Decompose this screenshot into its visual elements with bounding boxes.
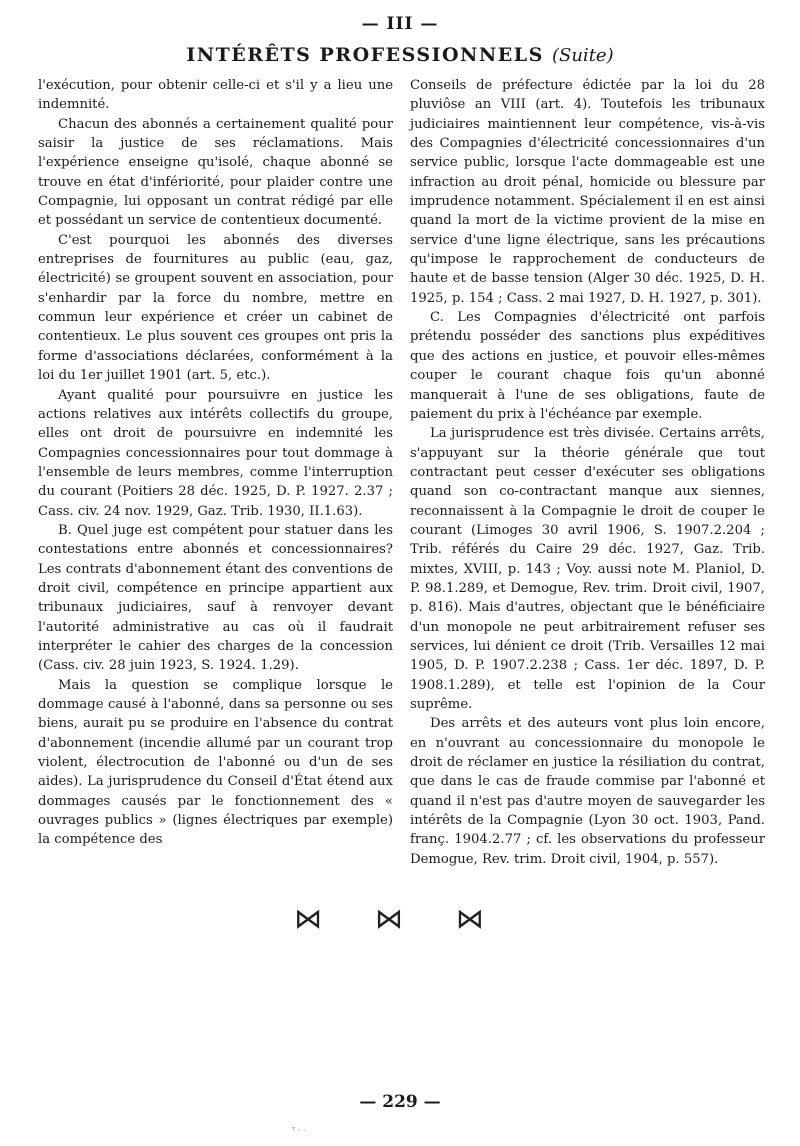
paragraph: La jurisprudence est très divisée. Certains arrêts, s'appuyant sur la théorie générale que tout contractant peut cesser d'exécuter ses obligations quand son co-contractant manque aux siennes, reconnaissent à la Compagnie le droit de couper le courant (Limoges 30 avril 1906, S. 1907.2.204 ; Trib. référés du Caire 29 déc. 1927, Gaz. Trib. mixtes, XVIII, p. 143 ; Voy. aussi note M. Planiol, D. P. 98.1.289, et Demogue, Rev. trim. Droit civil, 1907, p. 816). Mais d'autres, objectant que le bénéficiaire d'un monopole ne peut arbitrairement refuser ses services, lui dénient ce droit (Trib. Versailles 12 mai 1905, D. P. 1907.2.238 ; Cass. 1er déc. 1897, D. P. 1908.1.289), et telle est l'opinion de la Cour suprême. (410, 426, 765, 712)
paragraph: l'exécution, pour obtenir celle-ci et s'il y a lieu une indemnité. (38, 78, 393, 113)
page-number: — 229 — (359, 1092, 441, 1112)
paragraph: B. Quel juge est compétent pour statuer dans les contestations entre abonnés et concessionnaires? Les contrats d'abonnement étant des conventions de droit civil, compétence en principe appartient aux tribunaux judiciaires, sauf à renvoyer devant l'autorité administrative au cas où il faudrait interpréter le cahier des charges de la concession (Cass. civ. 28 juin 1923, S. 1924. 1.29). (38, 522, 393, 674)
right-column (410, 76, 765, 869)
paragraph: C. Les Compagnies d'électricité ont parfois prétendu posséder des sanctions plus expéditives que des actions en justice, et pouvoir elles-mêmes couper le courant chaque fois qu'un abonné manquerait à l'une de ses obligations, faute de paiement du prix à l'échéance par exemple. (410, 310, 765, 422)
paragraph: Mais la question se complique lorsque le dommage causé à l'abonné, dans sa personne ou ses biens, aurait pu se produire en l'absence du contrat d'abonnement (incendie allumé par un courant trop violent, électrocution de l'abonné ou d'un de ses aides). La jurisprudence du Conseil d'État étend aux dommages causés par le fonctionnement des « ouvrages publics » (lignes électriques par exemple) la compétence des (38, 677, 393, 848)
section-title: INTÉRÊTS PROFESSIONNELS (186, 44, 544, 66)
left-column (38, 76, 393, 850)
section-suite: (Suite) (551, 45, 614, 66)
paragraph: Conseils de préfecture édictée par la loi du 28 pluviôse an VIII (art. 4). Toutefois les tribunaux judiciaires maintiennent leur compétence, vis-à-vis des Compagnies d'électricité concessionnaires d'un service public, lorsque l'acte dommageable est une infraction au droit pénal, homicide ou blessure par imprudence notamment. Spécialement il en est ainsi quand la mort de la victime provient de la mise en service d'une ligne électrique, sans les précautions qu'impose le rapprochement de conducteurs de haute et de basse tension (Alger 30 déc. 1925, D. H. 1925, p. 154 ; Cass. 2 mai 1927, D. H. 1927, p. 301). (410, 78, 765, 306)
paragraph: C'est pourquoi les abonnés des diverses entreprises de fournitures au public (eau, gaz, électricité) se groupent souvent en association, pour s'enhardir par la force du nombre, mettre en commun leur expérience et créer un cabinet de contentieux. Le plus souvent ces groupes ont pris la forme d'associations déclarées, conformément à la loi du 1er juillet 1901 (art. 5, etc.). (38, 232, 393, 384)
paragraph: Ayant qualité pour poursuivre en justice les actions relatives aux intérêts collectifs du groupe, elles ont droit de poursuivre en indemnité les Compagnies concessionnaires pour tout dommage à l'ensemble de leurs membres, comme l'interruption du courant (Poitiers 28 déc. 1925, D. P. 1927. 2.37 ; Cass. civ. 24 nov. 1929, Gaz. Trib. 1930, II.1.63). (38, 387, 393, 519)
paragraph: Des arrêts et des auteurs vont plus loin encore, en n'ouvrant au concessionnaire du monopole le droit de réclamer en justice la résiliation du contrat, que dans le cas de fraude commise par l'abonné et quand il n'est pas d'autre moyen de sauvegarder les intérêts de la Compagnie (Lyon 30 oct. 1903, Pand. franç. 1904.2.77 ; cf. les observations du professeur Demogue, Rev. trim. Droit civil, 1904, p. 557). (410, 716, 765, 867)
folio-top: — III — (361, 14, 439, 34)
ornament-divider: ⋈ ⋈ ⋈ (294, 902, 506, 935)
paragraph: Chacun des abonnés a certainement qualité pour saisir la justice de ses réclamations. Mais l'expérience enseigne qu'isolé, chaque abonné se trouve en état d'infériorité, pour plaider contre une Compagnie, lui opposant un contrat rédigé par elle et possédant un service de contentieux documenté. (38, 116, 393, 229)
stray-mark: ᵀ · · (292, 1126, 306, 1135)
running-title (0, 44, 800, 66)
